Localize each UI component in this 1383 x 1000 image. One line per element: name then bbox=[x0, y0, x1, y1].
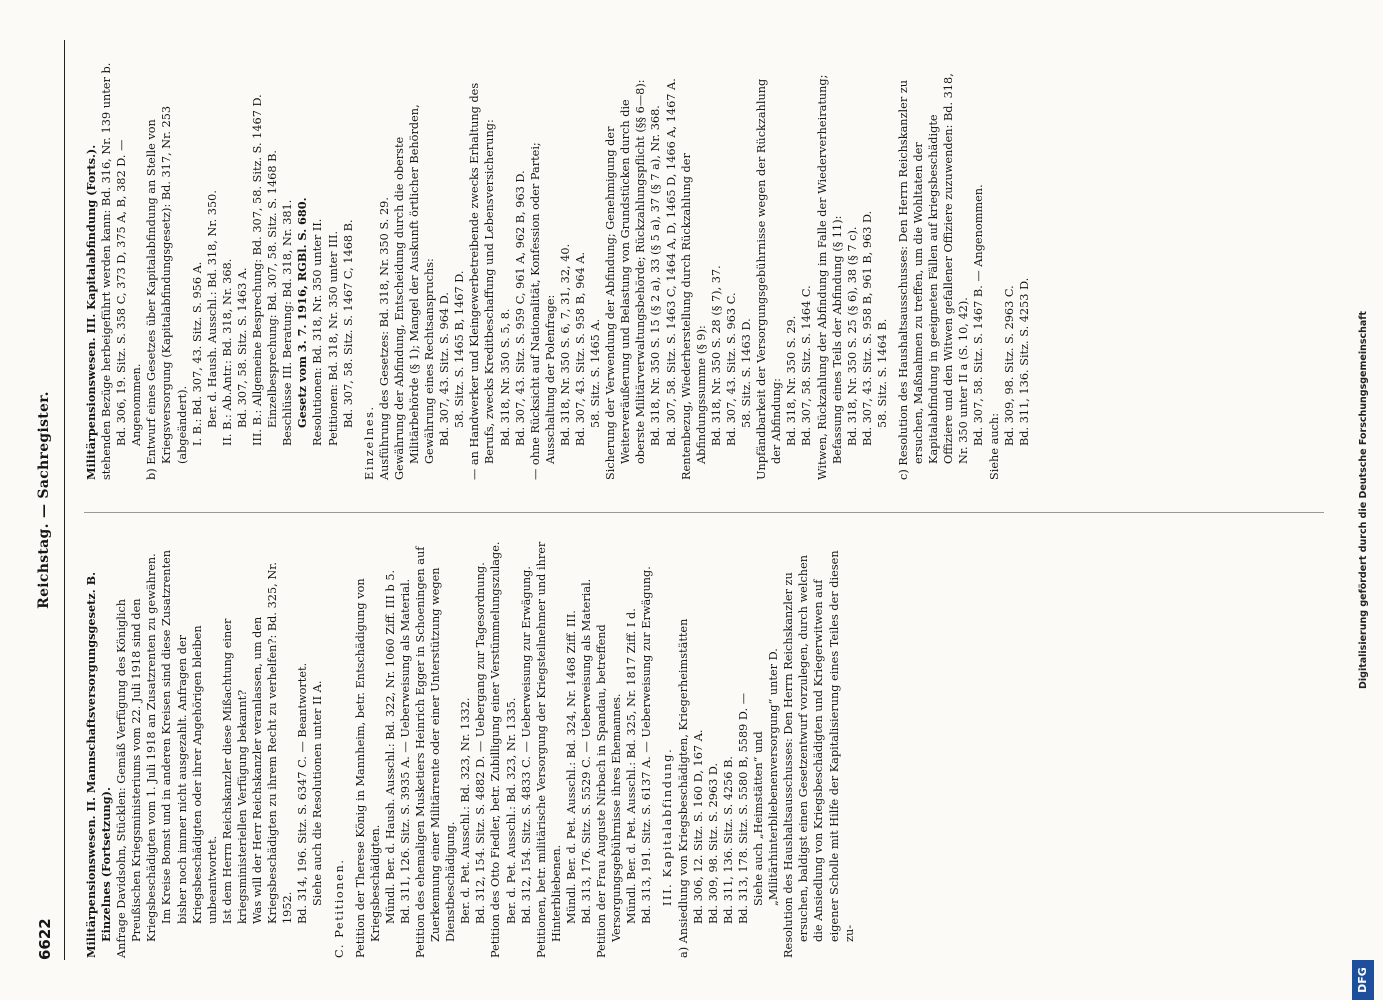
petitions-heading: C. Petitionen. bbox=[332, 858, 346, 958]
reference-line: Bd. 307, 58. Sitz. S. 1463 A. bbox=[235, 267, 249, 428]
petition-reference: Bd. 313, 176. Sitz. S. 5529 C. — Ueberweisung als Material. bbox=[580, 578, 593, 924]
petition-reference: Mündl. Ber. d. Haush. Ausschl.: Bd. 322, Nr. 1060 Ziff. III b 5. bbox=[383, 569, 397, 924]
detail-line: Bd. 307, 43. Sitz. S. 959 C, 961 A, 962 B, 963 D. bbox=[513, 170, 527, 446]
reference-line: Petitionen: Bd. 318, Nr. 350 unter III. bbox=[326, 230, 340, 446]
detail-line: — an Handwerker und Kleingewerbetreibende zwecks Erhaltung des Berufs, zwecks Kreditbeschaffung und Lebensversicherung: bbox=[468, 82, 497, 480]
detail-line: 58. Sitz. S. 1465 B, 1467 D. bbox=[453, 270, 467, 428]
dfg-logo: DFG bbox=[1352, 960, 1374, 1000]
petition-reference: Ber. d. Pet. Ausschl.: Bd. 323, Nr. 1335. bbox=[504, 697, 518, 924]
detail-line: Bd. 318, Nr. 350 S. 6, 7, 31, 32, 40. bbox=[558, 243, 572, 446]
reference-line: Bd. 306, 12. Sitz. S. 160 D, 167 A. bbox=[691, 729, 705, 924]
petition-entry: Petition des ehemaligen Musketiers Heinrich Egger in Schoeningen auf Zuerkennung einer Militärrente oder einer Unterstützung wegen Dienstbeschädigung. bbox=[413, 546, 458, 958]
detail-line: Bd. 307, 43. Sitz. S. 958 B, 964 A. bbox=[574, 251, 587, 446]
reference-line: Bd. 313, 178. Sitz. S. 5580 B, 5589 D. — bbox=[736, 692, 750, 924]
reference-line: Bd. 307, 58. Sitz. S. 1467 C, 1468 B. bbox=[341, 219, 355, 428]
detail-line: Ausführung des Gesetzes: Bd. 318, Nr. 350 S. 29. bbox=[377, 197, 391, 480]
reference-line: Bd. 311, 136. Sitz. S. 4253 D. bbox=[1017, 277, 1031, 446]
reference-line: Bd. 307, 58. Sitz. S. 1467 B. — Angenommen. bbox=[972, 184, 986, 446]
detail-line: Bd. 307, 43. Sitz. S. 963 C. bbox=[724, 292, 738, 446]
petition-entry: Petition des Otto Fiedler, betr. Zubilligung einer Verstümmelungszulage. bbox=[489, 541, 503, 958]
petition-reference: Mündl. Ber. d. Pet. Ausschl.: Bd. 325, Nr. 1817 Ziff. I d. bbox=[625, 608, 639, 924]
petition-reference: Bd. 311, 126. Sitz. S. 3935 A. — Ueberweisung als Material. bbox=[398, 578, 412, 924]
petition-entry: Petition der Frau Auguste Nirbach in Spandau, betreffend Versorgungsgebührnisse ihres Ehemannes. bbox=[595, 624, 624, 958]
page-number: 6622 bbox=[36, 918, 54, 960]
see-also: Siehe auch „Heimstätten“ und „Militärhinterbliebenenversorgung“ unter D. bbox=[752, 648, 781, 906]
see-also: Siehe auch die Resolutionen unter II A. bbox=[311, 680, 325, 906]
see-also: Siehe auch: bbox=[987, 412, 1001, 480]
detail-line: Bd. 307, 43. Sitz. S. 964 D. bbox=[438, 292, 452, 446]
inquiry-text: Anfrage Davidsohn, Stücklen: Gemäß Verfügung des Königlich Preußischen Kriegsministeriums vom 22. Juli 1918 sind den Kriegsbeschädigten vom 1. Juli 1918 an Zusatzrenten zu gewähren. bbox=[115, 553, 159, 958]
petition-reference: Mündl. Ber. d. Pet. Ausschl.: Bd. 324, Nr. 1468 Ziff. III. bbox=[564, 610, 578, 924]
running-title: Reichstag. — Sachregister. bbox=[36, 391, 52, 609]
detail-line: Bd. 318, Nr. 350 S. 15 (§ 2 a), 33 (§ 5 a), 37 (§ 7 a), Nr. 368. bbox=[649, 105, 663, 446]
entry-a: a) Ansiedlung von Kriegsbeschädigten, Kriegerheimstätten bbox=[676, 618, 690, 958]
resolution-text: Resolution des Haushaltsausschusses: Den Herrn Reichskanzler zu ersuchen, baldigst einen Gesetzentwurf vorzulegen, durch welchen die Ansiedlung von Kriegsbeschädigten und Kriegerwitwen auf eigener Scholle mit Hilfe der Kapitalisierung eines Teiles der diesen zu- bbox=[782, 550, 856, 958]
reference-line: Bd. 306, 19. Sitz. S. 358 C, 373 D, 375 A, B, 382 D. — Angenommen. bbox=[115, 139, 144, 446]
continuation-text: stehenden Bezüge herbeigeführt werden kann: Bd. 316, Nr. 139 unter b. bbox=[100, 62, 114, 480]
detail-line: Witwen, Rückzahlung der Abfindung im Falle der Wiederverheiratung; Befassung eines Teils der Abfindung (§ 11): bbox=[815, 74, 844, 480]
reference-line: Ber. d. Haush. Ausschl.: Bd. 318, Nr. 350. bbox=[205, 190, 219, 428]
petition-reference: Ber. d. Pet. Ausschl.: Bd. 323, Nr. 1332. bbox=[459, 697, 473, 924]
petition-reference: Bd. 312, 154. Sitz. S. 4833 C. — Ueberweisung zur Erwägung. bbox=[519, 566, 533, 924]
reference-line: Bd. 309, 98. Sitz. S. 2963 D. bbox=[706, 762, 720, 924]
detail-line: Bd. 318, Nr. 350 S. 5, 8. bbox=[498, 308, 512, 446]
detail-line: Bd. 318, Nr. 350 S. 28 (§ 7), 37. bbox=[709, 265, 723, 446]
petition-entry: Petitionen, betr. militärische Versorgung der Kriegsteilnehmer und ihrer Hinterbliebenen. bbox=[534, 541, 563, 958]
detail-line: — ohne Rücksicht auf Nationalität, Konfession oder Partei; Ausschaltung der Polenfrage: bbox=[528, 142, 557, 480]
petition-entry: Petition der Therese König in Mannheim, betr. Entschädigung von Kriegsbeschädigten. bbox=[353, 578, 382, 958]
detail-line: Unpfändbarkeit der Versorgungsgebührnisse wegen der Rückzahlung der Abfindung: bbox=[755, 78, 784, 480]
subsection-heading: Einzelnes. bbox=[362, 405, 376, 480]
detail-line: Sicherung der Verwendung der Abfindung; Genehmigung der Weiterveräußerung und Belastung von Grundstücken durch die oberste Militärverwaltungsbehörde; Rückzahlungspflicht (§§ 6—8): bbox=[604, 79, 648, 480]
detail-line: Bd. 307, 58. Sitz. S. 1463 C, 1464 A, D, 1465 D, 1466 A, 1467 A. bbox=[664, 78, 678, 446]
column-rule bbox=[84, 512, 1324, 513]
petition-reference: Bd. 312, 154. Sitz. S. 4882 D. — Uebergang zur Tagesordnung. bbox=[474, 562, 488, 924]
subsection-heading: III. Kapitalabfindung. bbox=[661, 747, 675, 906]
inquiry-reference: Bd. 314, 196. Sitz. S. 6347 C. — Beantwortet. bbox=[296, 662, 310, 924]
detail-line: 58. Sitz. S. 1465 A. bbox=[589, 318, 603, 428]
detail-line: Gewährung der Abfindung, Entscheidung durch die oberste Militärbehörde (§ 1); Mangel der Auskunft örtlicher Behörden, Gewährung eines Rechtsanspruchs: bbox=[392, 104, 437, 480]
entry-b: b) Entwurf eines Gesetzes über Kapitalabfindung an Stelle von Kriegsversorgung (Kapitalabfindungsgesetz): Bd. 317, Nr. 253 (abgeändert). bbox=[145, 105, 189, 480]
detail-line: 58. Sitz. S. 1463 D. bbox=[740, 318, 754, 428]
section-heading: Militärpensionswesen. II. Mannschaftsversorgungsgesetz. B. Einzelnes (Fortsetzung). bbox=[84, 571, 114, 958]
reference-line: Beschlüsse III. Beratung: Bd. 318, Nr. 381. bbox=[281, 199, 295, 446]
entry-c: c) Resolution des Haushaltsausschusses: Den Herrn Reichskanzler zu ersuchen, Maßnahmen zu treffen, um die Wohltaten der Kapitalabfindung in geeigneten Fällen auf kriegsbeschädigte Offiziere und den Witwen gefallener Offiziere zuzuwenden: Bd. 318, Nr. 350 unter II a (S. 10, 42). bbox=[896, 73, 971, 480]
reference-line: III. B.: Allgemeine Besprechung: Bd. 307, 58. Sitz. S. 1467 D. bbox=[251, 94, 265, 446]
detail-line: Bd. 307, 58. Sitz. S. 1464 C. bbox=[800, 285, 814, 446]
left-column bbox=[84, 540, 857, 958]
reference-line: II. B.: Ab.Antr.: Bd. 318, Nr. 368. bbox=[220, 258, 234, 446]
reference-line: I. B.: Bd. 307, 43. Sitz. S. 956 A. bbox=[190, 261, 204, 446]
reference-line: Gesetz vom 3. 7. 1916, RGBl. S. 680. bbox=[295, 197, 310, 428]
detail-line: Bd. 318, Nr. 350 S. 29. bbox=[785, 315, 799, 446]
detail-line: 58. Sitz. S. 1464 B. bbox=[875, 318, 889, 428]
detail-line: Rentenbezug, Wiederherstellung durch Rückzahlung der Abfindungssumme (§ 9): bbox=[679, 153, 708, 480]
inquiry-paragraph: Im Kreise Bomst und in anderen Kreisen sind diese Zusatzrenten bisher noch immer nicht ausgezahlt. Anfragen der Kriegsbeschädigten oder ihrer Angehörigen bleiben unbeantwortet. bbox=[160, 549, 219, 924]
right-column bbox=[84, 62, 1032, 480]
digitization-credit: Digitalisierung gefördert durch die Deutsche Forschungsgemeinschaft bbox=[1358, 311, 1369, 689]
reference-line: Bd. 311, 136. Sitz. S. 4256 B. bbox=[721, 756, 735, 924]
inquiry-paragraph: Ist dem Herrn Reichskanzler diese Mißachtung einer kriegsministeriellen Verfügung bekannt? bbox=[220, 618, 249, 924]
reference-line: Einzelbesprechung: Bd. 307, 58. Sitz. S. 1468 B. bbox=[266, 150, 280, 428]
petition-reference: Bd. 313, 191. Sitz. S. 6137 A. — Ueberweisung zur Erwägung. bbox=[640, 566, 654, 924]
reference-line: Bd. 309, 98. Sitz. S. 2963 C. bbox=[1002, 285, 1016, 446]
reference-line: Resolutionen: Bd. 318, Nr. 350 unter II. bbox=[311, 218, 325, 446]
detail-line: Bd. 318, Nr. 350 S. 25 (§ 6), 38 (§ 7 c). bbox=[845, 226, 859, 446]
detail-line: Bd. 307, 43. Sitz. S. 958 B, 961 B, 963 D. bbox=[860, 210, 874, 446]
inquiry-paragraph: Was will der Herr Reichskanzler veranlassen, um den Kriegsbeschädigten zu ihrem Recht zu verhelfen?: Bd. 325, Nr. 1952. bbox=[251, 562, 295, 924]
header-rule bbox=[64, 40, 65, 960]
section-heading: Militärpensionswesen. III. Kapitalabfindung (Forts.). bbox=[84, 144, 98, 480]
